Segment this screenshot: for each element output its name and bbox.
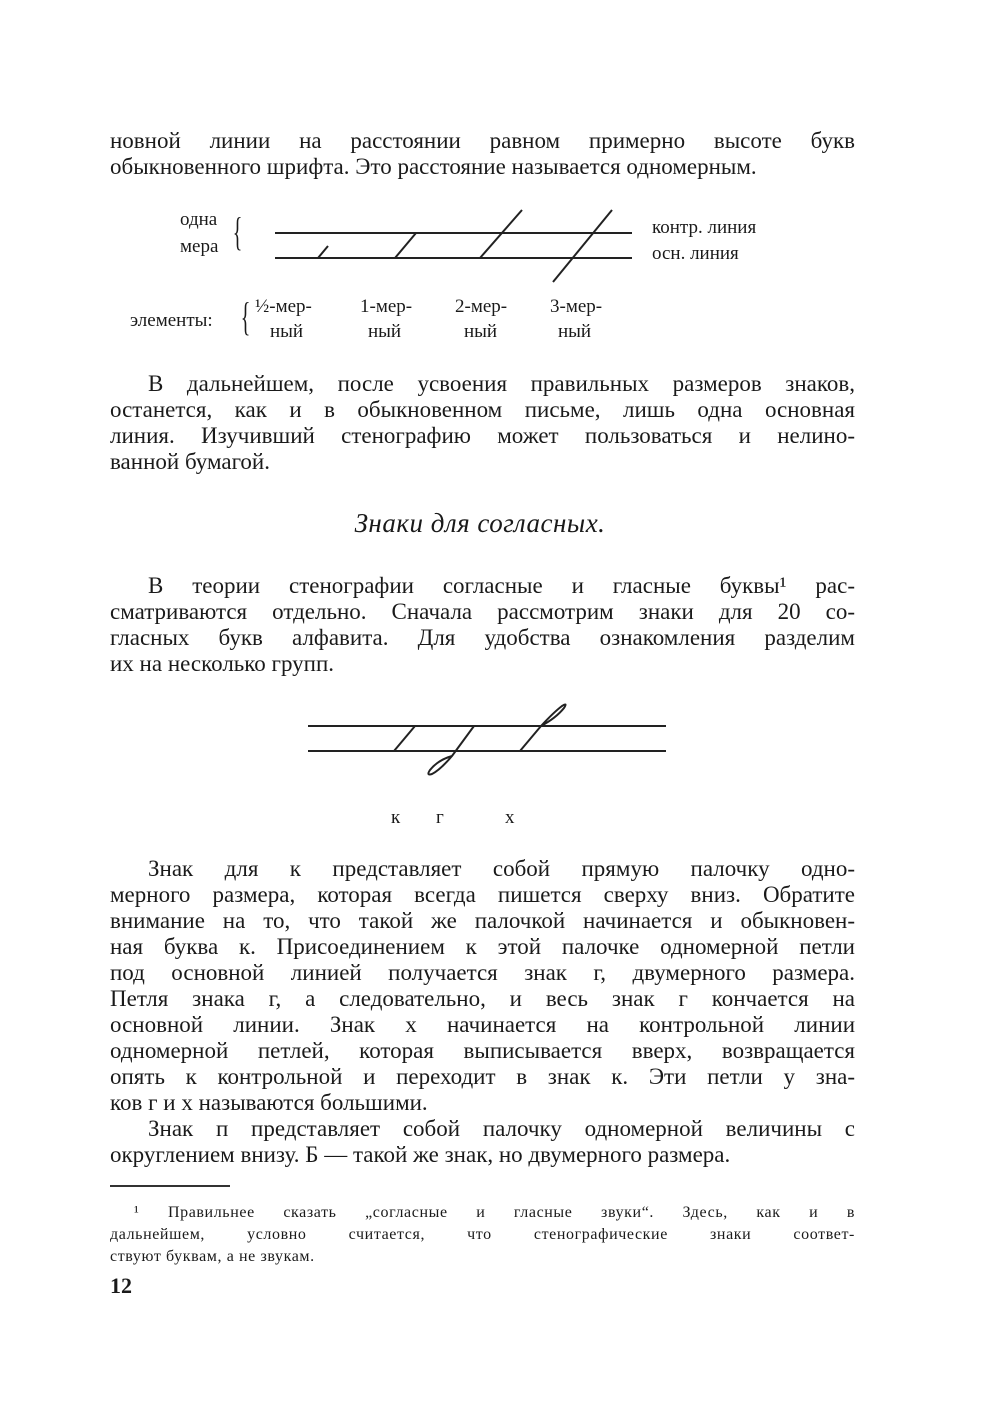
paragraph-line: В теории стенографии согласные и гласные буквы¹ рас- — [148, 573, 855, 598]
paragraph-line: линия. Изучивший стенографию может пользоваться и нелино- — [110, 423, 855, 448]
paragraph-line: одномерной петлей, которая выписывается вверх, возвращается — [110, 1038, 855, 1063]
base-line-label: осн. линия — [652, 243, 739, 264]
control-line-label: контр. линия — [652, 217, 757, 238]
paragraph-line: сматриваются отдельно. Сначала рассмотрим знаки для 20 со- — [110, 599, 855, 624]
element-top: 3-мер- — [550, 296, 603, 317]
element-bottom: ный — [464, 321, 498, 342]
element-bottom: ный — [558, 321, 592, 342]
paragraph-line: В дальнейшем, после усвоения правильных размеров знаков, — [148, 371, 855, 396]
paragraph-line: Знак п представляет собой палочку одномерной величины с — [148, 1116, 855, 1141]
paragraph-line: округлением внизу. Б — такой же знак, но двумерного размера. — [110, 1142, 731, 1167]
paragraph-line: внимание на то, что такой же палочкой начинается и обыкновен- — [110, 908, 855, 933]
paragraph-line: Знак для к представляет собой прямую палочку одно- — [148, 856, 855, 881]
paragraph-line: гласных букв алфавита. Для удобства ознакомления разделим — [110, 625, 855, 650]
paragraph-line: опять к контрольной и переходит в знак к. Эти петли у зна- — [110, 1064, 855, 1089]
paragraph-line: Петля знака г, а следовательно, и весь знак г кончается на — [110, 986, 855, 1011]
paragraph-line: ная буква к. Присоединением к этой палочке одномерной петли — [110, 934, 855, 959]
footnote-line: дальнейшем, условно считается, что стенографические знаки соответ- — [110, 1226, 855, 1243]
paragraph-line: ванной бумагой. — [110, 449, 270, 474]
element-top: 2-мер- — [455, 296, 508, 317]
paragraph-line: обыкновенного шрифта. Это расстояние называется одномерным. — [110, 154, 757, 179]
footnote-line: ствуют буквам, а не звукам. — [110, 1248, 315, 1265]
measure-label-1: одна — [180, 209, 218, 230]
element-bottom: ный — [368, 321, 402, 342]
element-top: ½-мер- — [255, 296, 312, 317]
brace-icon: { — [240, 294, 251, 339]
sign-k — [394, 726, 415, 751]
letter-kh: х — [505, 807, 515, 828]
paragraph-line: останется, как и в обыкновенном письме, лишь одна основная — [110, 397, 855, 422]
page-number: 12 — [110, 1273, 132, 1298]
measure-label-2: мера — [180, 236, 219, 257]
footnote-line: ¹ Правильнее сказать „согласные и гласные звуки“. Здесь, как и в — [134, 1204, 855, 1221]
paragraph-line: их на несколько групп. — [110, 651, 335, 676]
brace-icon: { — [232, 209, 243, 254]
paragraph-line: мерного размера, которая всегда пишется сверху вниз. Обратите — [110, 882, 855, 907]
paragraph-line: ков г и х называются большими. — [110, 1090, 428, 1115]
paragraph-line: под основной линией получается знак г, двумерного размера. — [110, 960, 855, 985]
sign-kh — [520, 704, 566, 751]
element-top: 1-мер- — [360, 296, 413, 317]
elements-label: элементы: — [130, 310, 213, 331]
letter-k: к — [391, 807, 401, 828]
section-heading: Знаки для согласных. — [354, 508, 606, 538]
footnote-rule — [110, 1185, 230, 1187]
paragraph-line: новной линии на расстоянии равном примерно высоте букв — [110, 128, 855, 153]
element-bottom: ный — [270, 321, 304, 342]
letter-g: г — [436, 807, 444, 828]
paragraph-line: основной линии. Знак х начинается на контрольной линии — [110, 1012, 855, 1037]
